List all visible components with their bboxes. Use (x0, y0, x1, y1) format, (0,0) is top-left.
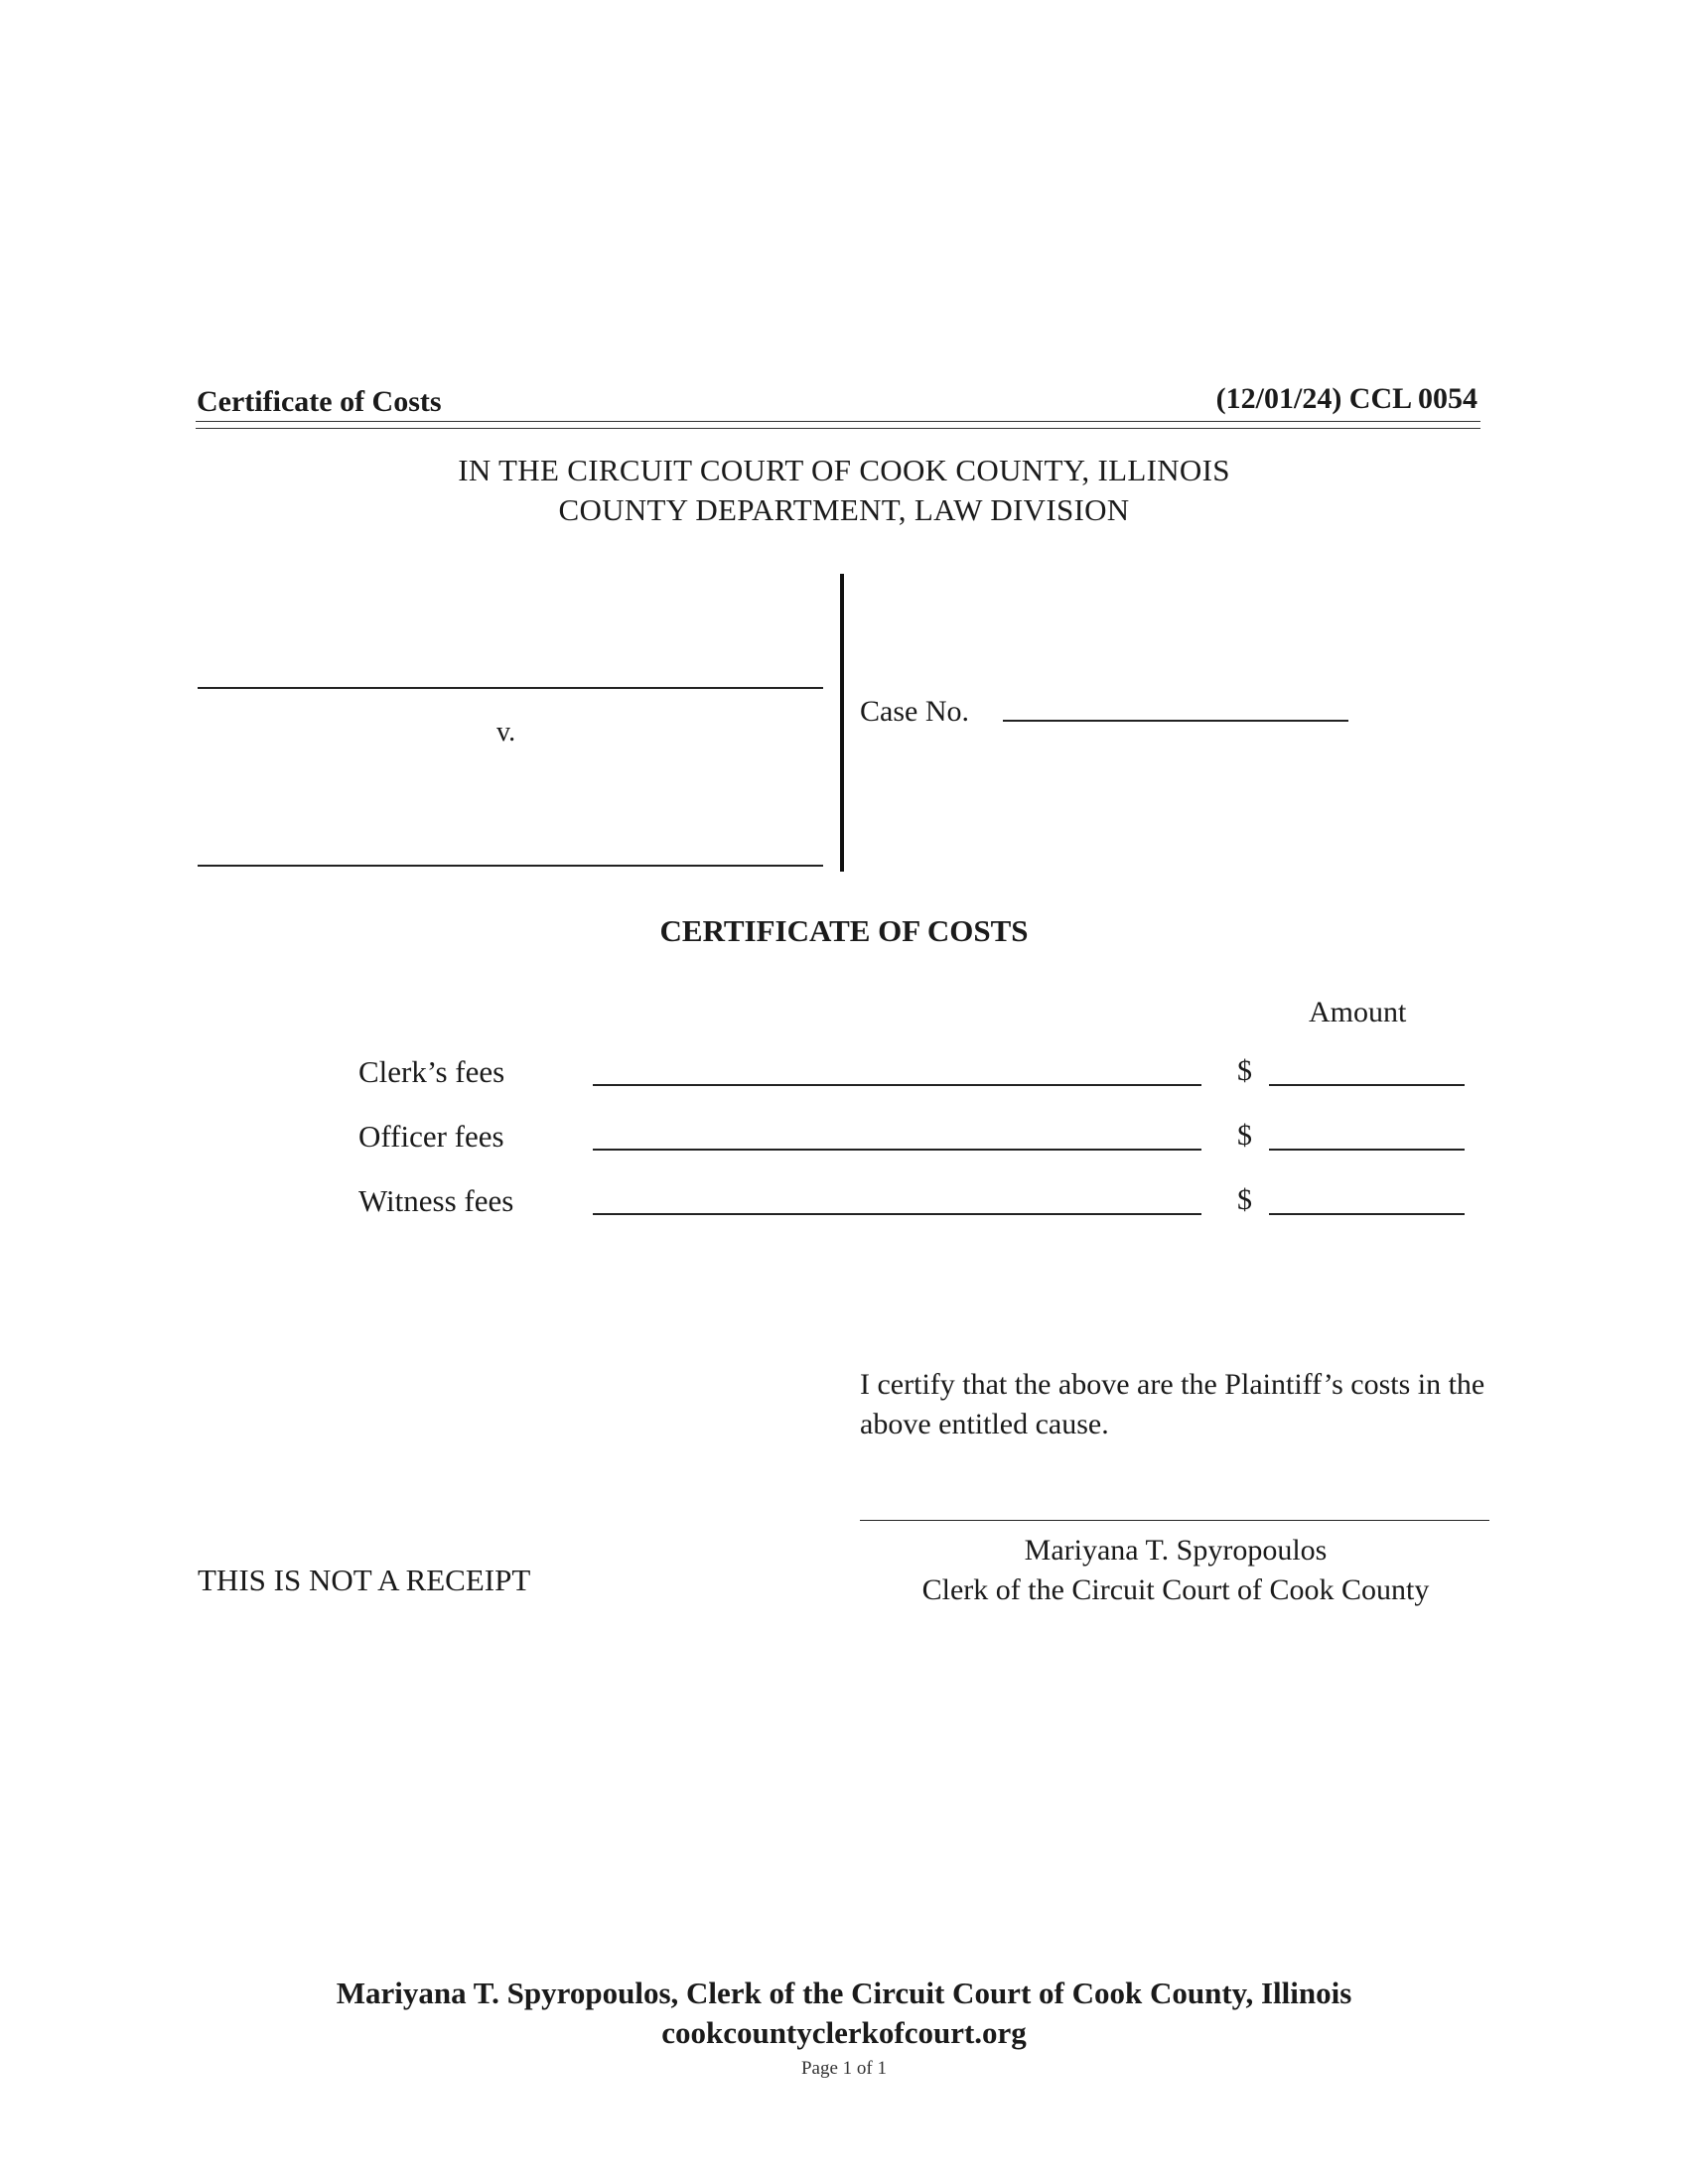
certificate-title: CERTIFICATE OF COSTS (659, 913, 1029, 948)
header-rule-bottom (196, 428, 1480, 429)
clerk-fees-amount-field[interactable] (1269, 1084, 1465, 1086)
court-name: IN THE CIRCUIT COURT OF COOK COUNTY, ILLINOIS (458, 453, 1230, 487)
caption-divider (840, 574, 844, 872)
officer-fees-amount-field[interactable] (1269, 1149, 1465, 1151)
footer-clerk-line: Mariyana T. Spyropoulos, Clerk of the Circuit Court of Cook County, Illinois (336, 1976, 1352, 2010)
signer-name: Mariyana T. Spyropoulos (1024, 1534, 1328, 1567)
officer-fees-currency: $ (1237, 1119, 1252, 1152)
clerk-fees-currency: $ (1237, 1054, 1252, 1087)
witness-fees-description-field[interactable] (593, 1213, 1201, 1215)
case-number-label: Case No. (860, 695, 969, 728)
not-a-receipt-notice: THIS IS NOT A RECEIPT (198, 1563, 531, 1597)
page-number: Page 1 of 1 (800, 2058, 887, 2079)
officer-fees-label: Officer fees (358, 1119, 504, 1154)
clerk-fees-description-field[interactable] (593, 1084, 1201, 1086)
witness-fees-label: Witness fees (358, 1183, 514, 1218)
versus-label: v. (496, 717, 516, 748)
witness-fees-currency: $ (1237, 1183, 1252, 1216)
signature-line[interactable] (860, 1520, 1489, 1521)
defendant-name-field[interactable] (198, 865, 823, 867)
plaintiff-name-field[interactable] (198, 687, 823, 689)
footer-website: cookcountyclerkofcourt.org (661, 2015, 1027, 2050)
signer-title: Clerk of the Circuit Court of Cook County (921, 1573, 1430, 1606)
amount-header: Amount (1309, 996, 1407, 1028)
clerk-fees-label: Clerk’s fees (358, 1054, 505, 1089)
witness-fees-amount-field[interactable] (1269, 1213, 1465, 1215)
form-title: Certificate of Costs (197, 385, 442, 418)
case-number-field[interactable] (1003, 720, 1348, 722)
header-rule-top (196, 421, 1480, 422)
form-code: (12/01/24) CCL 0054 (1215, 382, 1477, 415)
officer-fees-description-field[interactable] (593, 1149, 1201, 1151)
certification-statement: I certify that the above are the Plaintiff’s costs in the above entitled cause. (860, 1368, 1485, 1440)
court-division: COUNTY DEPARTMENT, LAW DIVISION (558, 492, 1130, 527)
